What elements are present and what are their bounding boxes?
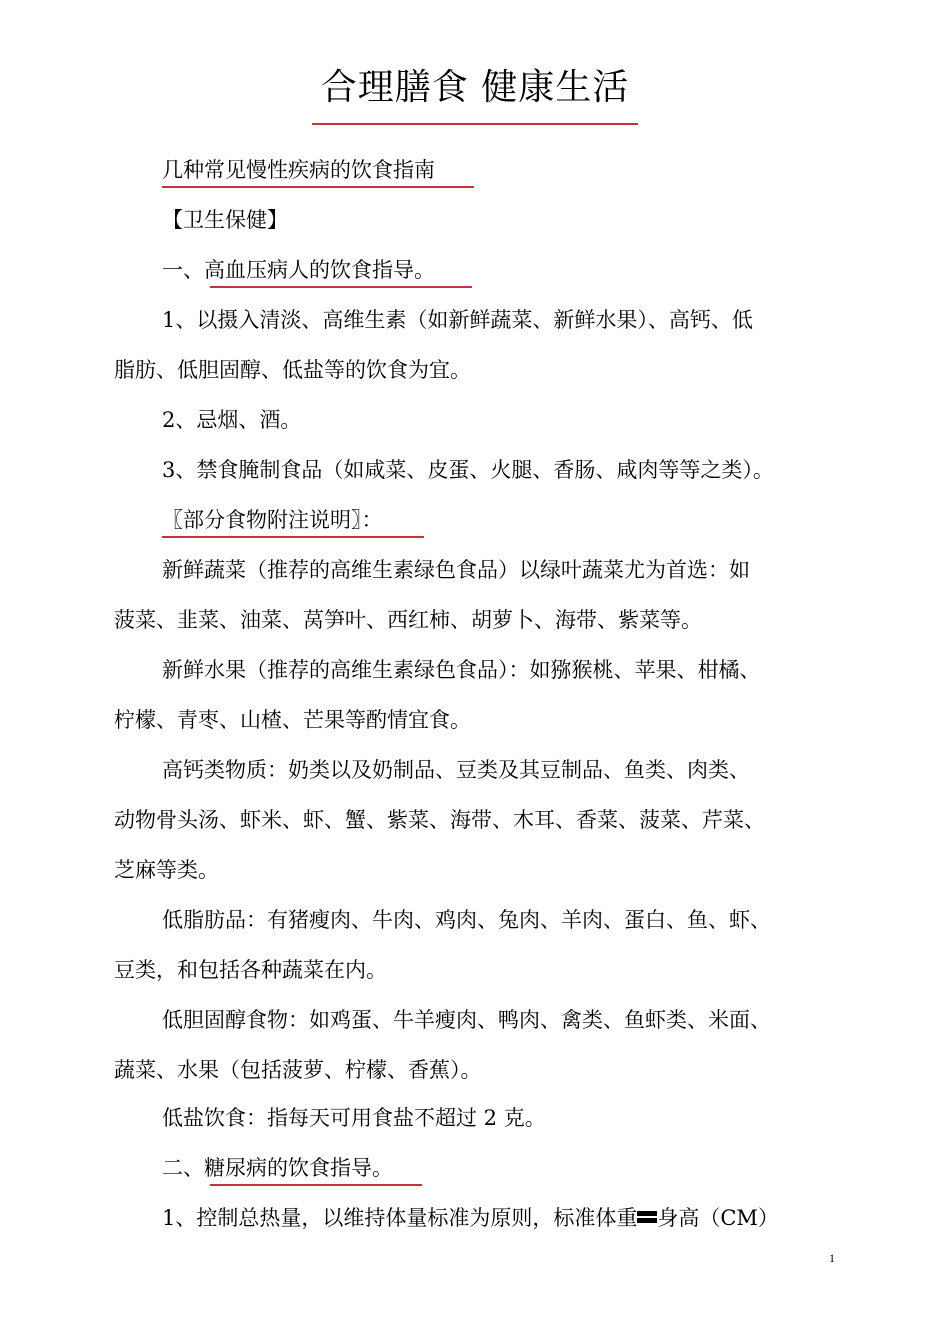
subtitle: 几种常见慢性疾病的饮食指南	[162, 158, 435, 182]
notes-underline	[162, 536, 424, 538]
paragraph-line: 豆类，和包括各种蔬菜在内。	[114, 958, 387, 982]
paragraph-line: 蔬菜、水果（包括菠萝、柠檬、香蕉）。	[114, 1058, 482, 1082]
paragraph-line: 低盐饮食：指每天可用食盐不超过 2 克。	[162, 1106, 546, 1130]
formula-text-after: 身高（CM）	[657, 1206, 779, 1230]
paragraph-line: 新鲜蔬菜（推荐的高维生素绿色食品）以绿叶蔬菜尤为首选：如	[162, 558, 750, 582]
title-underline	[312, 123, 638, 125]
section-number: 二、	[162, 1156, 204, 1180]
page-number: 1	[829, 1251, 835, 1265]
paragraph-line: 脂肪、低胆固醇、低盐等的饮食为宜。	[114, 358, 471, 382]
paragraph-line: 3、禁食腌制食品（如咸菜、皮蛋、火腿、香肠、咸肉等等之类）。	[162, 458, 774, 482]
paragraph-line: 新鲜水果（推荐的高维生素绿色食品）：如猕猴桃、苹果、柑橘、	[162, 658, 761, 682]
equals-symbol	[637, 1211, 657, 1223]
section-underline	[210, 1184, 422, 1186]
paragraph-line: 芝麻等类。	[114, 858, 219, 882]
paragraph-line: 动物骨头汤、虾米、虾、蟹、紫菜、海带、木耳、香菜、菠菜、芹菜、	[114, 808, 765, 832]
paragraph-line: 低脂肪品：有猪瘦肉、牛肉、鸡肉、兔肉、羊肉、蛋白、鱼、虾、	[162, 908, 771, 932]
paragraph-line	[162, 1204, 779, 1232]
paragraph-line: 1、以摄入清淡、高维生素（如新鲜蔬菜、新鲜水果）、高钙、低	[162, 308, 753, 332]
section-underline	[210, 286, 472, 288]
paragraph-line: 柠檬、青枣、山楂、芒果等酌情宜食。	[114, 708, 471, 732]
section-title: 糖尿病的饮食指导。	[204, 1156, 393, 1180]
paragraph-line: 2、忌烟、酒。	[162, 408, 302, 432]
formula-text-before: 1、控制总热量，以维持体量标准为原则，标准体重	[162, 1206, 638, 1230]
subtitle-underline	[162, 186, 474, 188]
notes-heading: 〖部分食物附注说明〗：	[162, 508, 383, 532]
page-title: 合理膳食 健康生活	[320, 67, 630, 108]
paragraph-line: 低胆固醇食物：如鸡蛋、牛羊瘦肉、鸭肉、禽类、鱼虾类、米面、	[162, 1008, 771, 1032]
section-title: 高血压病人的饮食指导。	[204, 258, 435, 282]
paragraph-line: 高钙类物质：奶类以及奶制品、豆类及其豆制品、鱼类、肉类、	[162, 758, 750, 782]
paragraph-line: 菠菜、韭菜、油菜、莴笋叶、西红柿、胡萝卜、海带、紫菜等。	[114, 608, 702, 632]
section-heading-diabetes	[162, 1154, 393, 1182]
section-number: 一、	[162, 258, 204, 282]
section-heading-hypertension	[162, 256, 435, 284]
category-label: 【卫生保健】	[162, 208, 288, 232]
